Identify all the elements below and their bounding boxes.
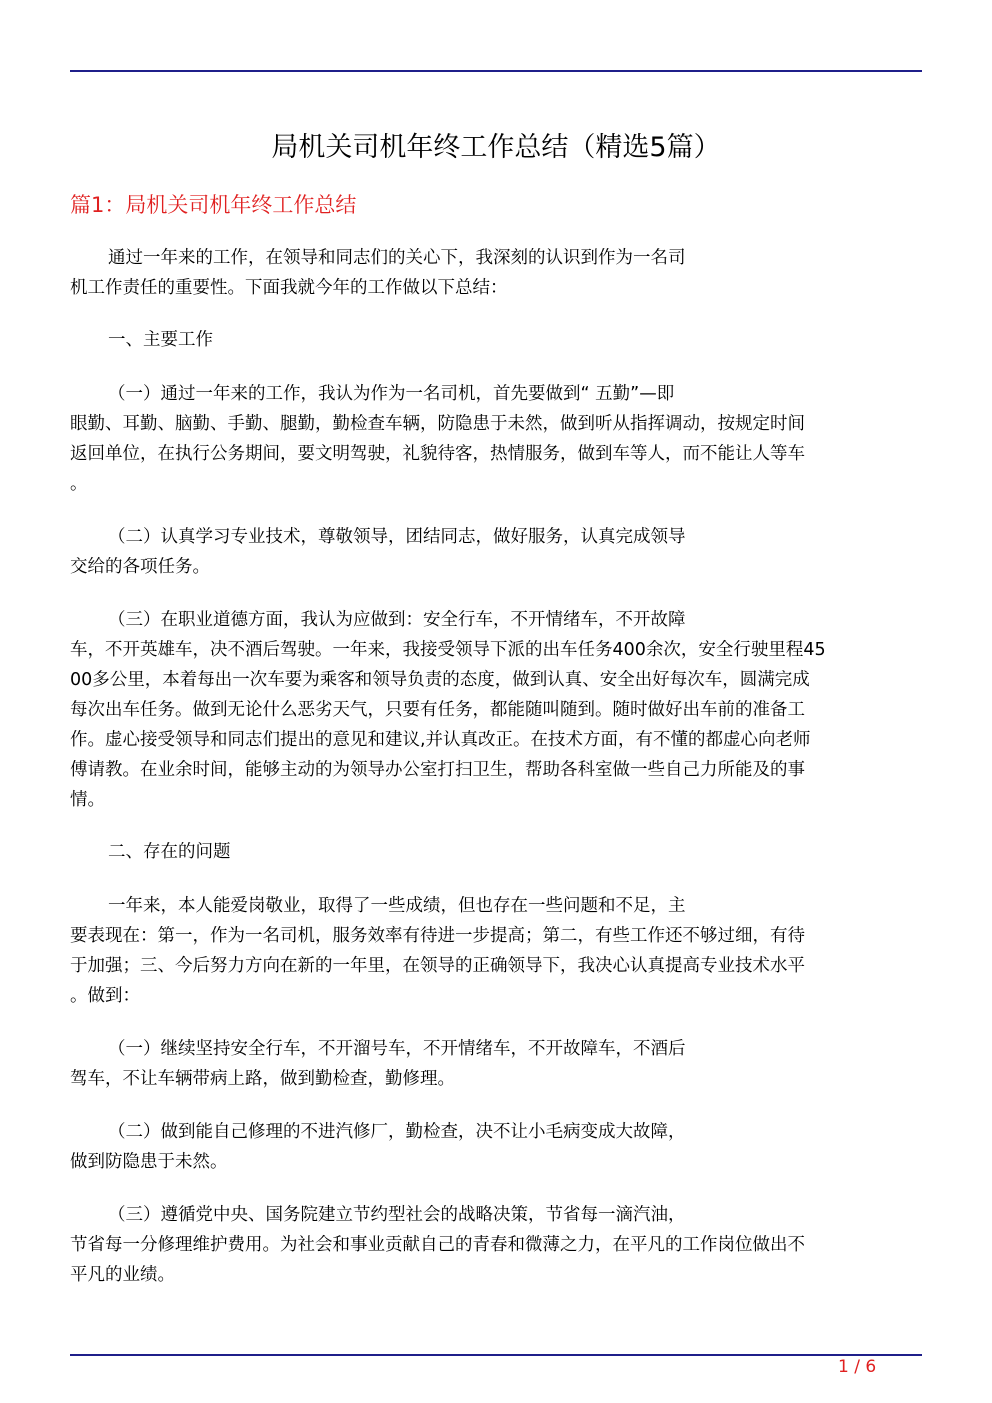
text-line: 00多公里，本着每出一次车要为乘客和领导负责的态度，做到认真、安全出好每次车，圆满完成 bbox=[70, 670, 810, 690]
page-number: 1 / 6 bbox=[838, 1357, 877, 1377]
section-heading: 篇1：局机关司机年终工作总结 bbox=[70, 193, 357, 217]
text-line: 于加强；三、今后努力方向在新的一年里，在领导的正确领导下，我决心认真提高专业技术水平 bbox=[70, 956, 805, 976]
text-line: （一）继续坚持安全行车，不开溜号车，不开情绪车，不开故障车，不酒后 bbox=[108, 1039, 686, 1059]
paragraph-item-1 bbox=[70, 379, 922, 499]
text-line: 每次出车任务。做到无论什么恶劣天气，只要有任务，都能随叫随到。随时做好出车前的准备工 bbox=[70, 700, 805, 720]
text-line: （一）通过一年来的工作，我认为作为一名司机，首先要做到“ 五勤”—即 bbox=[108, 384, 675, 404]
text-line: （三）在职业道德方面，我认为应做到：安全行车，不开情绪车，不开故障 bbox=[108, 610, 686, 630]
text-line: 平凡的业绩。 bbox=[70, 1265, 175, 1285]
text-line: 返回单位，在执行公务期间，要文明驾驶，礼貌待客，热情服务，做到车等人，而不能让人等车 bbox=[70, 444, 805, 464]
text-line: 情。 bbox=[70, 790, 105, 810]
paragraph-item-3 bbox=[70, 605, 922, 815]
text-line: 眼勤、耳勤、脑勤、手勤、腿勤，勤检查车辆，防隐患于未然，做到听从指挥调动，按规定时间 bbox=[70, 414, 805, 434]
header-rule bbox=[70, 70, 922, 72]
text-line: （二）做到能自己修理的不进汽修厂，勤检查，决不让小毛病变成大故障， bbox=[108, 1122, 686, 1142]
document-title: 局机关司机年终工作总结（精选5篇） bbox=[271, 132, 721, 163]
text-line: 节省每一分修理维护费用。为社会和事业贡献自己的青春和微薄之力，在平凡的工作岗位做出不 bbox=[70, 1235, 805, 1255]
text-line: 。做到： bbox=[70, 986, 140, 1006]
text-line: 车，不开英雄车，决不酒后驾驶。一年来，我接受领导下派的出车任务400余次，安全行驶里程45 bbox=[70, 640, 826, 660]
footer-rule bbox=[70, 1354, 922, 1356]
text-line: 。 bbox=[70, 474, 88, 494]
text-line: （三）遵循党中央、国务院建立节约型社会的战略决策，节省每一滴汽油， bbox=[108, 1205, 686, 1225]
paragraph-problems bbox=[70, 891, 922, 1011]
text-line: 一年来，本人能爱岗敬业，取得了一些成绩，但也存在一些问题和不足，主 bbox=[108, 896, 686, 916]
text-line: 交给的各项任务。 bbox=[70, 557, 210, 577]
heading-problems: 二、存在的问题 bbox=[108, 842, 231, 862]
text-line: 作。虚心接受领导和同志们提出的意见和建议,并认真改正。在技术方面，有不懂的都虚心向老师 bbox=[70, 730, 811, 750]
heading-main-work: 一、主要工作 bbox=[108, 330, 213, 350]
text-line: 做到防隐患于未然。 bbox=[70, 1152, 228, 1172]
paragraph-plan-1 bbox=[70, 1034, 922, 1094]
document-body bbox=[70, 243, 922, 1313]
text-line: （二）认真学习专业技术，尊敬领导，团结同志，做好服务，认真完成领导 bbox=[108, 527, 686, 547]
text-line: 驾车，不让车辆带病上路，做到勤检查，勤修理。 bbox=[70, 1069, 455, 1089]
text-line: 通过一年来的工作，在领导和同志们的关心下，我深刻的认识到作为一名司 bbox=[108, 248, 686, 268]
text-line: 要表现在：第一，作为一名司机，服务效率有待进一步提高；第二，有些工作还不够过细，有待 bbox=[70, 926, 805, 946]
paragraph-item-2 bbox=[70, 522, 922, 582]
paragraph-plan-2 bbox=[70, 1117, 922, 1177]
text-line: 机工作责任的重要性。下面我就今年的工作做以下总结： bbox=[70, 278, 508, 298]
paragraph-plan-3 bbox=[70, 1200, 922, 1290]
paragraph-intro bbox=[70, 243, 922, 303]
text-line: 傅请教。在业余时间，能够主动的为领导办公室打扫卫生，帮助各科室做一些自己力所能及的事 bbox=[70, 760, 805, 780]
